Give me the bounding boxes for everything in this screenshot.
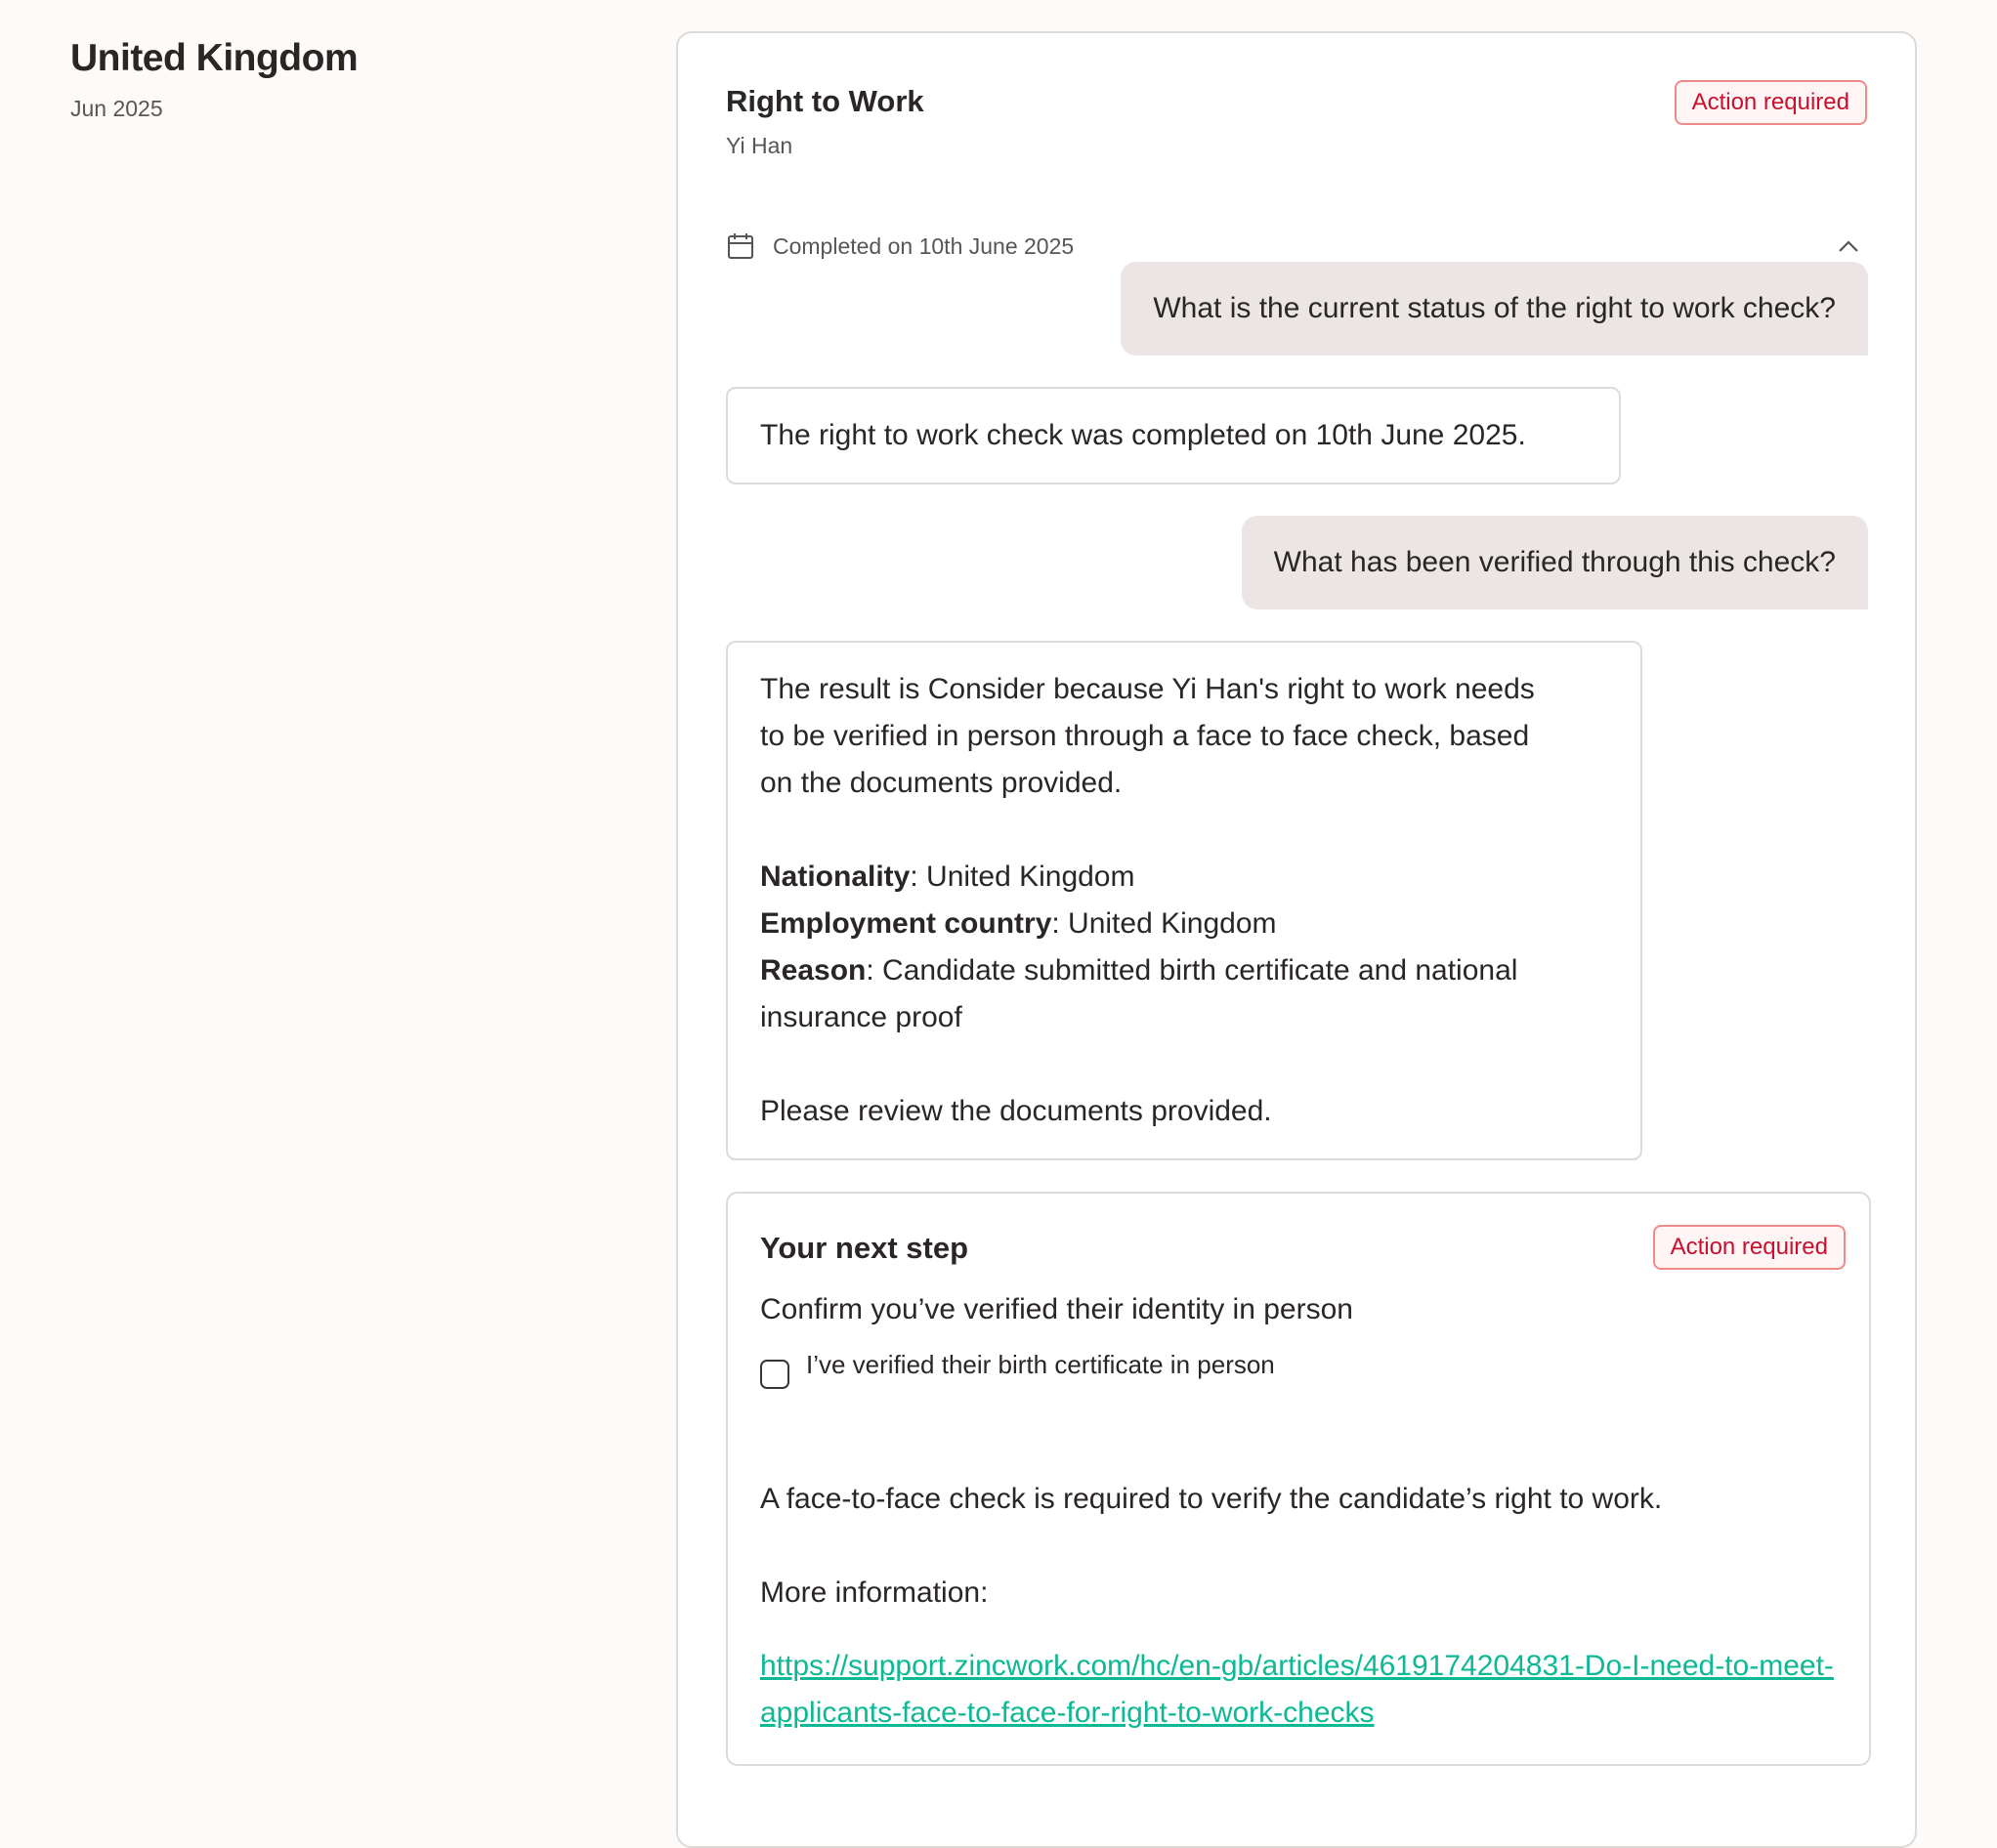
birth-certificate-checkbox-label[interactable]: I’ve verified their birth certificate in person [806, 1350, 1275, 1379]
employment-value: : United Kingdom [1051, 907, 1277, 940]
reason-row [760, 947, 1608, 994]
user-question-2 [1242, 516, 1868, 609]
support-article-link[interactable]: https://support.zincwork.com/hc/en-gb/articles/4619174204831-Do-I-need-to-meet-applicants-face-to-face-for-right-to-work-checks [760, 1650, 1834, 1729]
calendar-icon [726, 231, 755, 261]
reason-label: Reason [760, 954, 867, 987]
action-required-badge: Action required [1675, 80, 1867, 125]
completed-row[interactable] [726, 229, 1867, 264]
left-column [70, 37, 358, 122]
country-date: Jun 2025 [70, 96, 163, 121]
reason-value-cont: insurance proof [760, 1001, 962, 1033]
answer-line: The result is Consider because Yi Han's right to work needs [760, 673, 1535, 705]
birth-certificate-checkbox[interactable] [760, 1360, 789, 1389]
user-question-2-text: What has been verified through this check? [1273, 546, 1836, 578]
card-title: Right to Work [726, 84, 924, 118]
answer-line: to be verified in person through a face to face check, based [760, 720, 1530, 752]
card-header [726, 84, 1867, 159]
next-step-panel [726, 1192, 1871, 1766]
answer-line: on the documents provided. [760, 767, 1123, 799]
right-to-work-card [676, 31, 1917, 1848]
employment-row [760, 901, 1608, 947]
confirm-instruction: Confirm you’ve verified their identity in person [760, 1293, 1353, 1325]
assistant-answer-2 [726, 641, 1642, 1160]
answer-closing: Please review the documents provided. [760, 1095, 1272, 1127]
more-information-label: More information: [760, 1576, 989, 1609]
face-to-face-description: A face-to-face check is required to verify the candidate’s right to work. [760, 1483, 1663, 1515]
country-title: United Kingdom [70, 37, 359, 79]
user-question-1 [1121, 262, 1868, 356]
chevron-up-icon[interactable] [1836, 236, 1861, 256]
employment-label: Employment country [760, 907, 1052, 940]
nationality-label: Nationality [760, 861, 911, 893]
reason-value: : Candidate submitted birth certificate and national [866, 954, 1518, 987]
birth-certificate-checkbox-row[interactable] [760, 1352, 1275, 1389]
next-step-title: Your next step [760, 1231, 969, 1265]
user-question-1-text: What is the current status of the right to work check? [1153, 292, 1836, 324]
completed-date: Completed on 10th June 2025 [773, 232, 1075, 259]
nationality-row [760, 854, 1608, 901]
assistant-answer-1-text: The right to work check was completed on 10th June 2025. [760, 419, 1526, 451]
next-step-action-badge: Action required [1653, 1225, 1846, 1270]
candidate-name: Yi Han [726, 133, 793, 158]
nationality-value: : United Kingdom [910, 861, 1135, 893]
assistant-answer-1 [726, 387, 1621, 484]
